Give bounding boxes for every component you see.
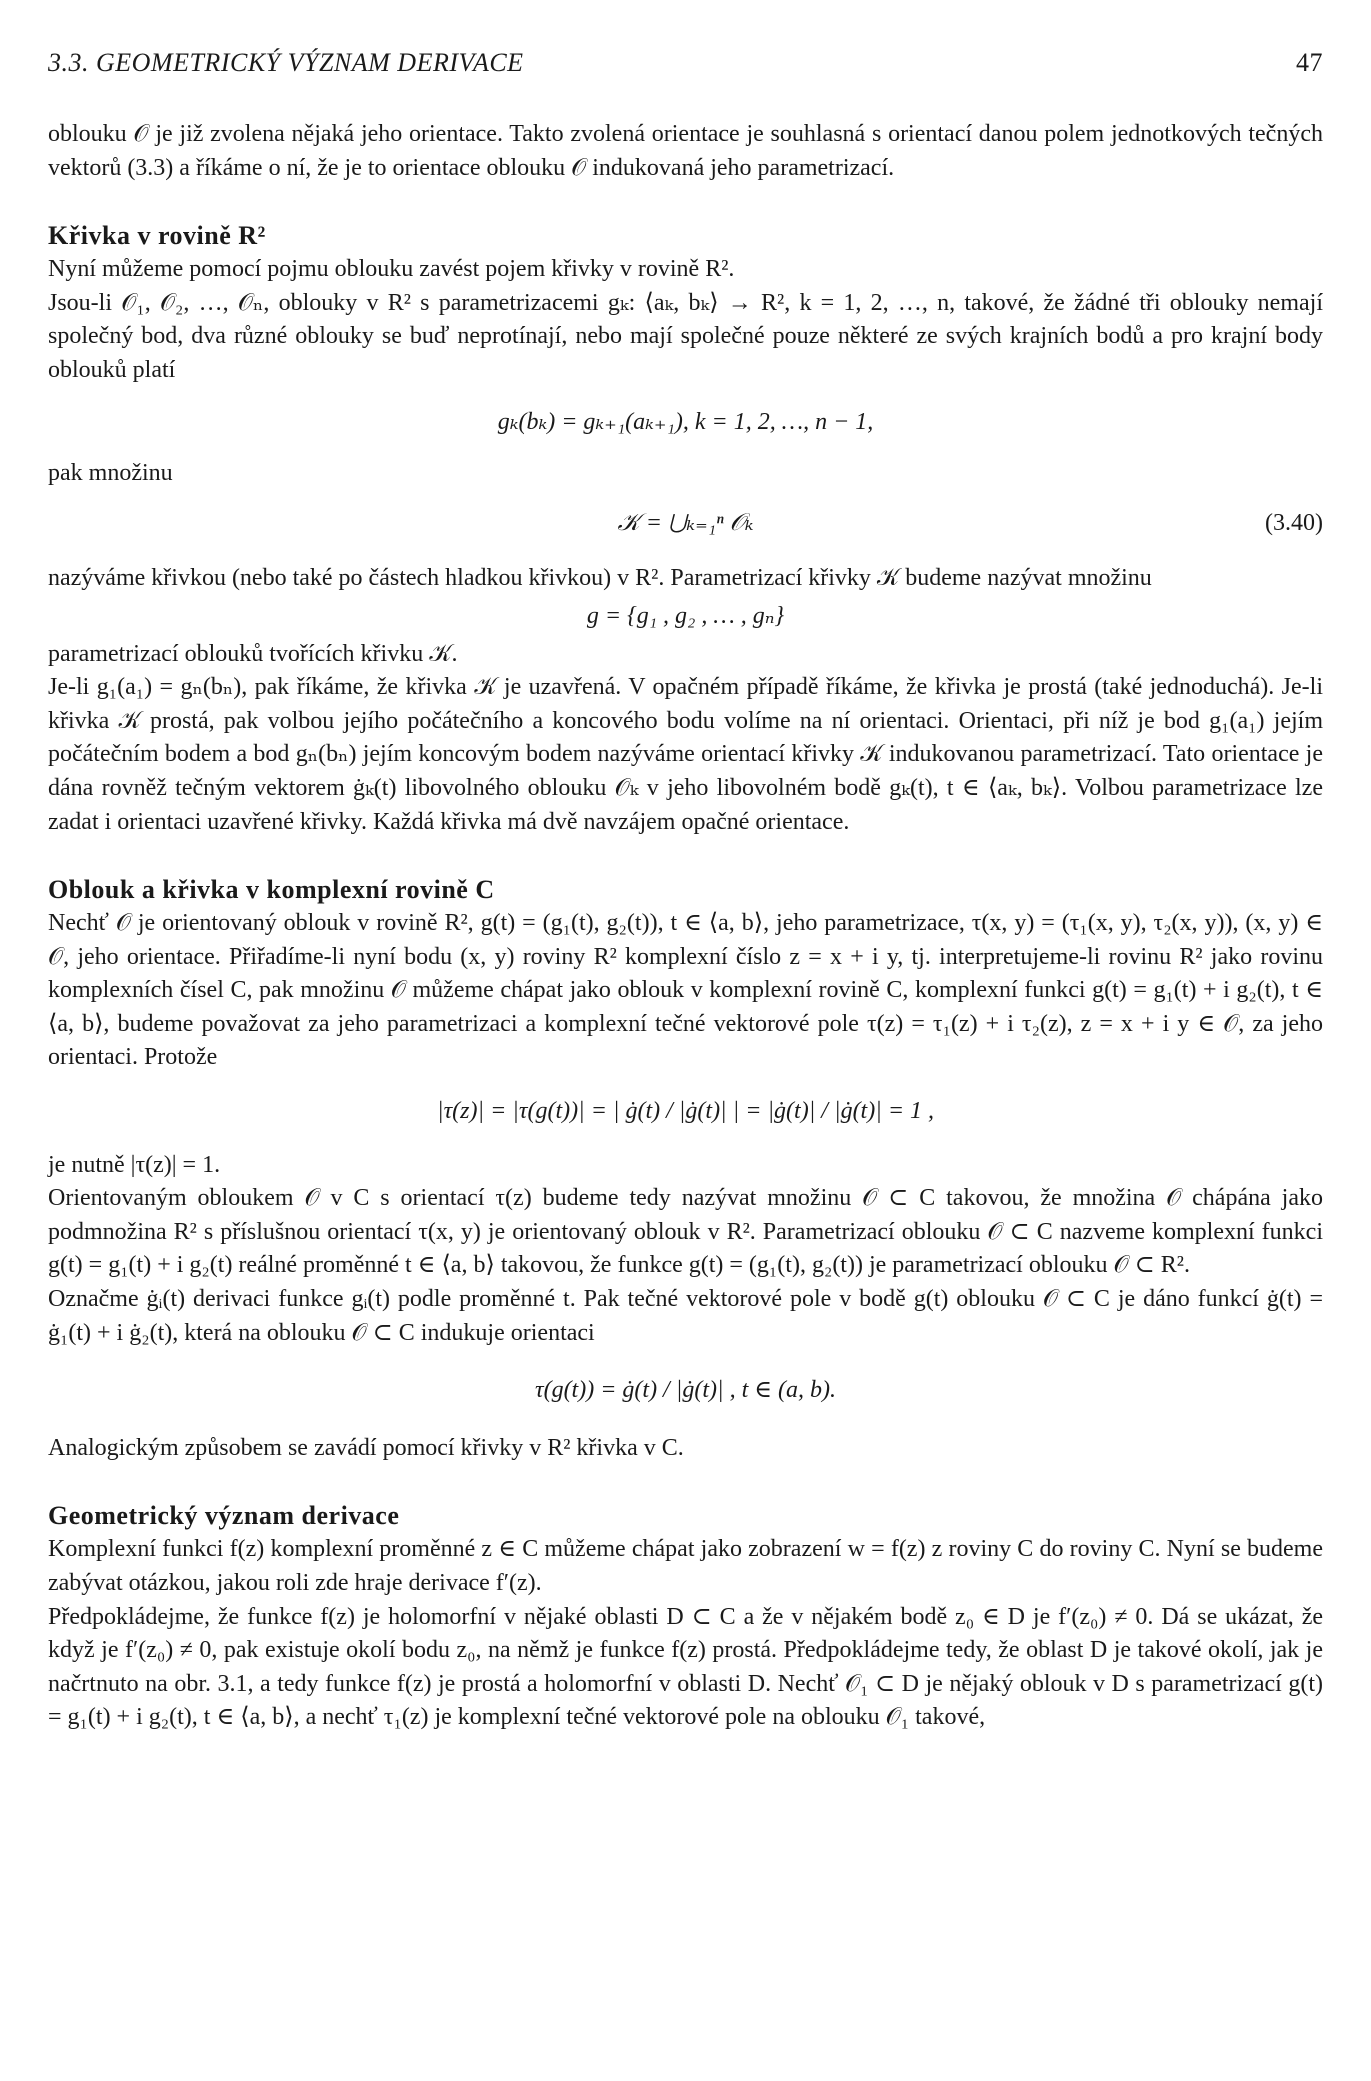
paragraph: Komplexní funkci f(z) komplexní proměnné z ∈ C můžeme chápat jako zobrazení w = f(z) z roviny C do roviny C. Nyní se budeme zabývat otázkou, jakou roli zde hraje derivace f′(z). [48,1536,1323,1596]
paragraph: Orientovaným obloukem 𝒪 v C s orientací τ(z) budeme tedy nazývat množinu 𝒪 ⊂ C takovou, že množina 𝒪 chápána jako podmnožina R² s příslušnou orientací τ(x, y) je orientovaný oblouk v R². Parametrizací oblouku 𝒪 ⊂ C nazveme komplexní funkci g(t) = g₁(t) + i g₂(t) reálné proměnné t ∈ ⟨a, b⟩ takovou, že funkce g(t) = (g₁(t), g₂(t)) je parametrizací oblouku 𝒪 ⊂ R². [48,1185,1323,1279]
section-title: 3.3. GEOMETRICKÝ VÝZNAM DERIVACE [48,48,524,77]
paragraph: Předpokládejme, že funkce f(z) je holomorfní v nějaké oblasti D ⊂ C a že v nějakém bodě z₀ ∈ D je f′(z₀) ≠ 0. Dá se ukázat, že když je f′(z₀) ≠ 0, pak existuje okolí bodu z₀, na němž je funkce f(z) prostá. Předpokládejme tedy, že oblast D je takové okolí, jak je načrtnuto na obr. 3.1, a tedy funkce f(z) je prostá a holomorfní v oblasti D. Nechť 𝒪₁ ⊂ D je nějaký oblouk v D s parametrizací g(t) = g₁(t) + i g₂(t), t ∈ ⟨a, b⟩, a nechť τ₁(z) je komplexní tečné vektorové pole na oblouku 𝒪₁ takové, [48,1603,1323,1731]
paragraph: oblouku 𝒪 je již zvolena nějaká jeho orientace. Takto zvolená orientace je souhlasná s orientací danou polem jednotkových tečných vektorů (3.3) a říkáme o ní, že je to orientace oblouku 𝒪 indukovaná jeho parametrizací. [48,121,1323,181]
formula-curve-union [48,501,1323,547]
section-heading-geometricky: Geometrický význam derivace [48,1501,400,1531]
formula-parametrization-set [48,600,1323,634]
paragraph: pak množinu [48,460,173,487]
formula-orientation [48,1368,1323,1414]
paragraph: Analogickým způsobem se zavádí pomocí křivky v R² křivka v C. [48,1434,684,1461]
formula-text: 𝒦 = ⋃ₖ₌₁ⁿ 𝒪ₖ [617,509,754,536]
formula-text: g = {g₁ , g₂ , … , gₙ} [586,602,785,629]
equation-number: (3.40) [1265,509,1323,536]
paragraph: Jsou-li 𝒪₁, 𝒪₂, …, 𝒪ₙ, oblouky v R² s parametrizacemi gₖ: ⟨aₖ, bₖ⟩ → R², k = 1, 2, …, n, takové, že žádné tři oblouky nemají společný bod, dva různé oblouky se buď neprotínají, nebo mají společné pouze některé ze svých krajních bodů a pro krajní body oblouků platí [48,289,1323,383]
section-heading-krivka: Křivka v rovině R² [48,221,266,251]
paragraph: je nutně |τ(z)| = 1. [48,1151,221,1178]
formula-text: gₖ(bₖ) = gₖ₊₁(aₖ₊₁), k = 1, 2, …, n − 1, [497,408,874,435]
paragraph: nazýváme křivkou (nebo také po částech hladkou křivkou) v R². Parametrizací křivky 𝒦 budeme nazývat množinu [48,565,1152,592]
paragraph: Nechť 𝒪 je orientovaný oblouk v rovině R², g(t) = (g₁(t), g₂(t)), t ∈ ⟨a, b⟩, jeho parametrizace, τ(x, y) = (τ₁(x, y), τ₂(x, y)), (x, y) ∈ 𝒪, jeho orientace. Přiřadíme-li nyní bodu (x, y) roviny R² komplexní číslo z = x + i y, tj. interpretujeme-li rovinu R² jako rovinu komplexních čísel C, pak množinu 𝒪 můžeme chápat jako oblouk v komplexní rovině C, komplexní funkci g(t) = g₁(t) + i g₂(t), t ∈ ⟨a, b⟩, budeme považovat za jeho parametrizaci a komplexní tečné vektorové pole τ(z) = τ₁(z) + i τ₂(z), z = x + i y ∈ 𝒪, za jeho orientaci. Protože [48,910,1323,1071]
paragraph: Označme ġᵢ(t) derivaci funkce gᵢ(t) podle proměnné t. Pak tečné vektorové pole v bodě g(t) oblouku 𝒪 ⊂ C je dáno funkcí ġ(t) = ġ₁(t) + i ġ₂(t), která na oblouku 𝒪 ⊂ C indukuje orientaci [48,1286,1323,1346]
formula-text: τ(g(t)) = ġ(t) / |ġ(t)| , t ∈ (a, b). [534,1377,836,1404]
paragraph: Je-li g₁(a₁) = gₙ(bₙ), pak říkáme, že křivka 𝒦 je uzavřená. V opačném případě říkáme, že křivka je prostá (také jednoduchá). Je-li křivka 𝒦 prostá, pak volbou jejího počátečního a koncového bodu volíme na ní orientaci. Orientaci, při níž je bod g₁(a₁) jejím počátečním bodem a bod gₙ(bₙ) jejím koncovým bodem nazýváme orientací křivky 𝒦 indukovanou parametrizací. Tato orientace je dána rovněž tečným vektorem ġₖ(t) libovolného oblouku 𝒪ₖ v jeho libovolném bodě gₖ(t), t ∈ ⟨aₖ, bₖ⟩. Volbou parametrizace lze zadat i orientaci uzavřené křivky. Každá křivka má dvě navzájem opačné orientace. [48,674,1323,835]
section-heading-oblouk: Oblouk a křivka v komplexní rovině C [48,875,495,905]
paragraph: parametrizací oblouků tvořících křivku 𝒦. [48,640,458,667]
page-content [48,118,1323,1735]
page-number: 47 [1296,48,1323,77]
formula-text: |τ(z)| = |τ(g(t))| = | ġ(t) / |ġ(t)| | = |ġ(t)| / |ġ(t)| = 1 , [436,1098,935,1125]
formula-endpoints [48,406,1323,440]
running-header [48,48,1323,78]
paragraph: Nyní můžeme pomocí pojmu oblouku zavést pojem křivky v rovině R². [48,256,735,283]
formula-tau-norm [48,1089,1323,1135]
